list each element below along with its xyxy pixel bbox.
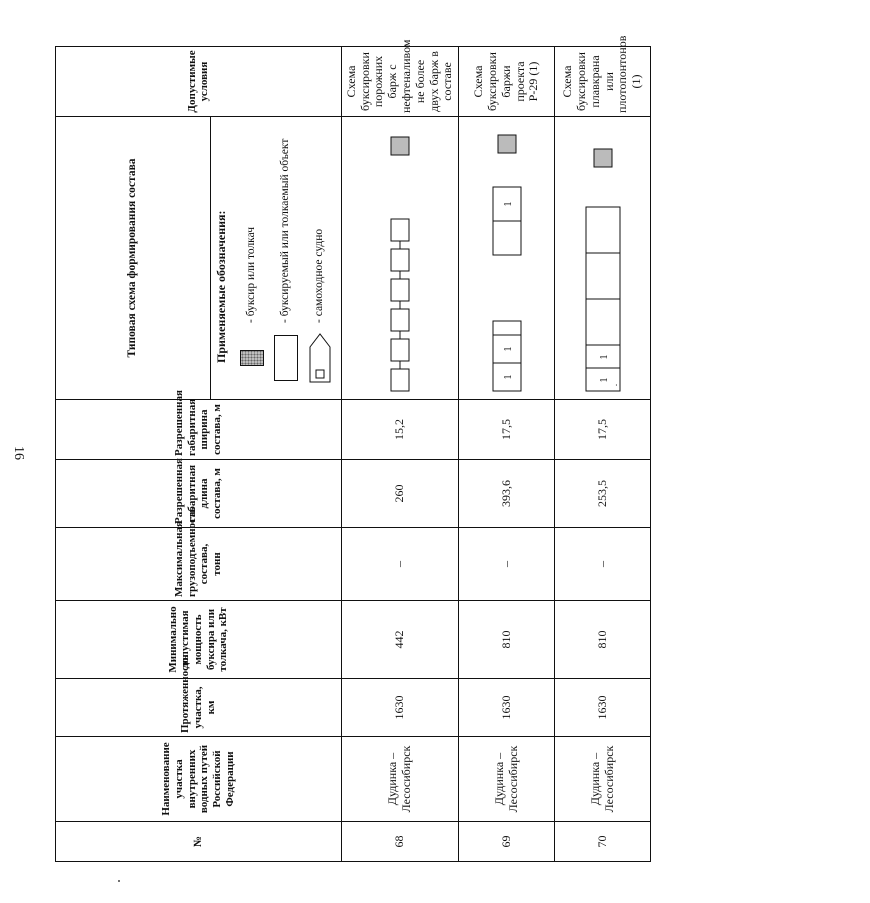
header-row bbox=[56, 47, 211, 862]
row-section: Дудинка – Лесосибирск bbox=[555, 737, 651, 822]
page-number: 16 bbox=[11, 446, 26, 460]
header-section: Наименование участка внутренних водных путей Российской Федерации bbox=[56, 737, 342, 822]
row-conditions: Схема буксировки баржи проекта Р-29 (1) bbox=[459, 47, 555, 117]
header-conditions: Допустимые условия bbox=[56, 47, 342, 117]
scan-dot bbox=[118, 880, 120, 882]
header-num: № bbox=[56, 822, 342, 862]
legend-title: Применяемые обозначения: bbox=[214, 210, 228, 363]
towing-table bbox=[55, 35, 651, 862]
row-capacity: – bbox=[341, 528, 458, 601]
pontoon-mark: . bbox=[608, 383, 619, 387]
legend-item-towed bbox=[269, 123, 303, 393]
pontoon-mark: 1 bbox=[598, 354, 610, 360]
row-power: 810 bbox=[555, 601, 651, 679]
row-allowed-width: 17,5 bbox=[555, 400, 651, 460]
rectangle-icon bbox=[274, 335, 298, 381]
row-length: 1630 bbox=[555, 679, 651, 737]
towing-table-rotated bbox=[55, 35, 870, 862]
legend-label-tug: - буксир или толкач bbox=[245, 226, 258, 323]
legend-item-tug bbox=[235, 123, 269, 393]
table-row bbox=[459, 47, 555, 862]
row-section: Дудинка – Лесосибирск bbox=[341, 737, 458, 822]
row-capacity: – bbox=[555, 528, 651, 601]
barge-mark: 1 bbox=[502, 201, 514, 207]
row-allowed-width: 15,2 bbox=[341, 400, 458, 460]
header-capacity: Максимальная грузоподъемность состава, тонн bbox=[56, 528, 342, 601]
row-allowed-width: 17,5 bbox=[459, 400, 555, 460]
legend-item-vessel bbox=[303, 123, 337, 393]
row-conditions: Схема буксировки плавкрана или плотопонтонов (1) bbox=[555, 47, 651, 117]
row-length: 1630 bbox=[459, 679, 555, 737]
convoy-scheme-69 bbox=[487, 123, 527, 393]
row-capacity: – bbox=[459, 528, 555, 601]
row-num: 69 bbox=[459, 822, 555, 862]
legend-label-towed: - буксируемый или толкаемый объект bbox=[279, 138, 292, 323]
row-power: 442 bbox=[341, 601, 458, 679]
legend-label-vessel: - самоходное судно bbox=[313, 228, 326, 323]
scheme-70 bbox=[555, 117, 651, 400]
row-allowed-length: 260 bbox=[341, 460, 458, 528]
row-num: 68 bbox=[341, 822, 458, 862]
barge-mark: 1 bbox=[502, 374, 514, 380]
header-length: Протяженность участка, км bbox=[56, 679, 342, 737]
convoy-scheme-70 bbox=[583, 123, 623, 393]
table-row bbox=[341, 47, 458, 862]
header-power: Минимально допустимая мощность буксира или толкача, кВт bbox=[56, 601, 342, 679]
header-allowed-length: Разрешенная габаритная длина состава, м bbox=[56, 460, 342, 528]
row-conditions: Схема буксировки порожних барж с нефтеналивом не более двух барж в составе bbox=[341, 47, 458, 117]
scheme-68 bbox=[341, 117, 458, 400]
row-allowed-length: 253,5 bbox=[555, 460, 651, 528]
row-section: Дудинка – Лесосибирск bbox=[459, 737, 555, 822]
table-row bbox=[555, 47, 651, 862]
legend bbox=[211, 117, 342, 400]
row-power: 810 bbox=[459, 601, 555, 679]
row-num: 70 bbox=[555, 822, 651, 862]
header-allowed-width: Разрешенная габаритная ширина состава, м bbox=[56, 400, 342, 460]
row-length: 1630 bbox=[341, 679, 458, 737]
scheme-69 bbox=[459, 117, 555, 400]
barge-mark: 1 bbox=[502, 346, 514, 352]
header-scheme: Типовая схема формирования состава bbox=[56, 117, 211, 400]
convoy-scheme-68 bbox=[380, 123, 420, 393]
pontoon-mark: 1 bbox=[598, 377, 610, 383]
row-allowed-length: 393,6 bbox=[459, 460, 555, 528]
dotted-box-icon bbox=[240, 350, 264, 366]
self-propelled-vessel-icon bbox=[309, 333, 331, 383]
